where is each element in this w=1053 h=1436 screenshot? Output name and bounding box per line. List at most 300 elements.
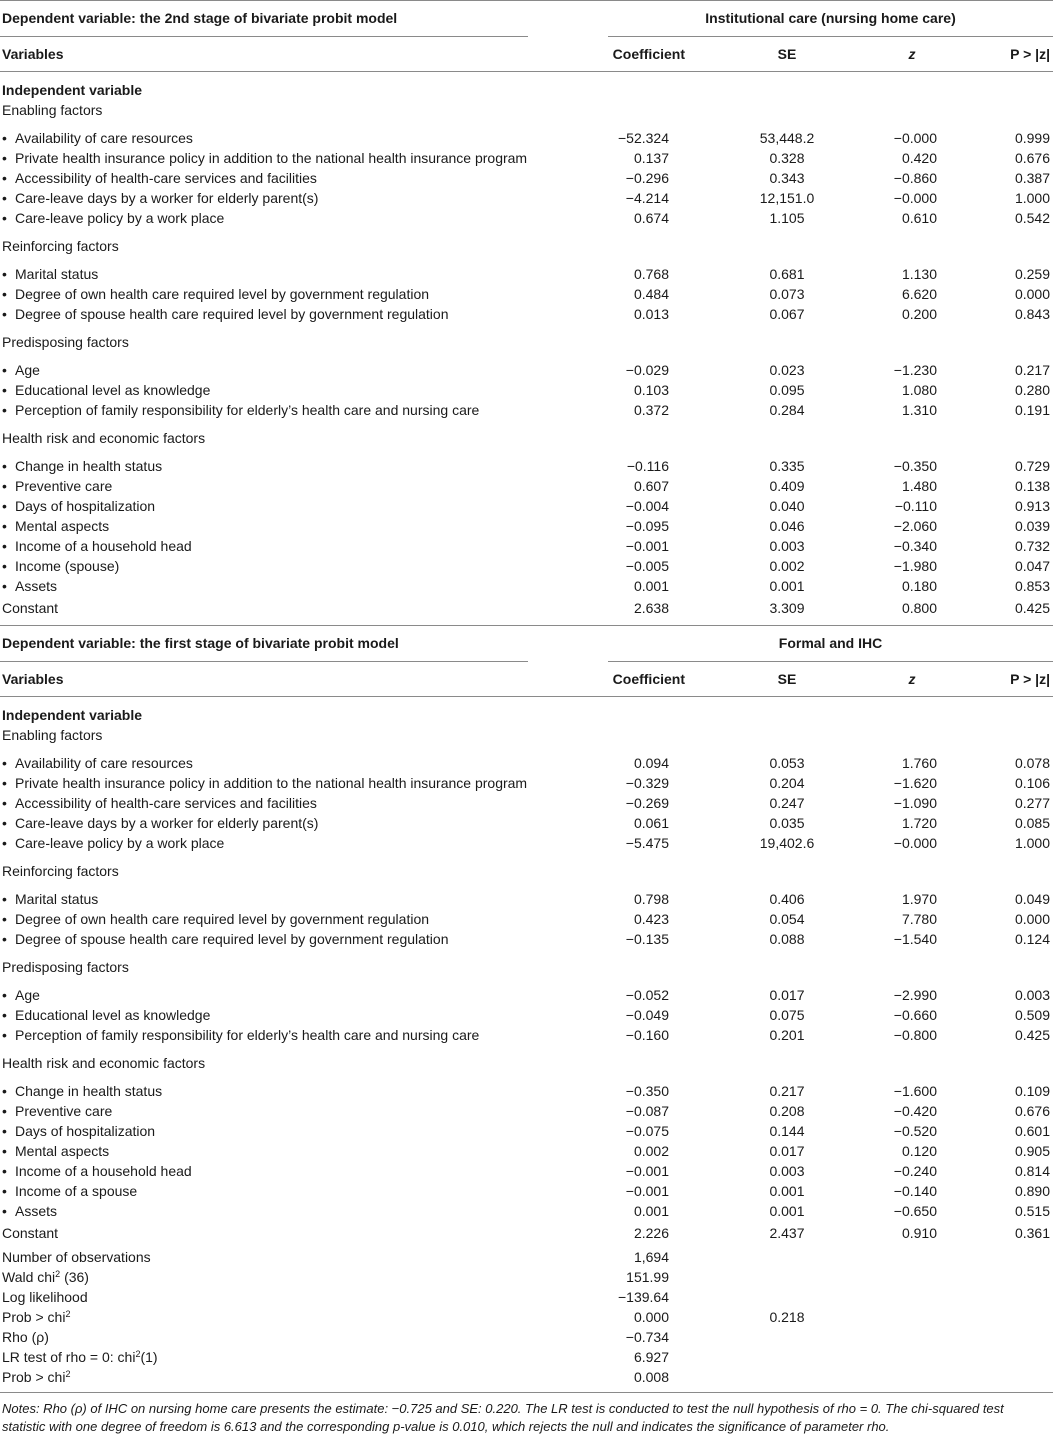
se-cell: 0.095	[769, 382, 805, 398]
z-cell: 1.310	[901, 402, 937, 418]
table-row	[0, 188, 1053, 208]
coefficient-cell: −0.004	[625, 498, 669, 514]
se-cell: 0.003	[769, 538, 805, 554]
z-cell: −0.000	[893, 130, 937, 146]
dependent-variable-header	[0, 633, 1053, 653]
bullet-icon: •	[2, 1103, 7, 1119]
bullet-icon: •	[2, 891, 7, 907]
row-label: Change in health status	[15, 1083, 163, 1099]
coefficient-cell: 0.001	[633, 578, 669, 594]
p-value-cell: 0.277	[1014, 795, 1050, 811]
stat-label	[2, 1367, 70, 1387]
bullet-icon: •	[2, 498, 7, 514]
dependent-variable-label: Dependent variable: the 2nd stage of bivariate probit model	[2, 10, 398, 26]
se-cell: 53,448.2	[759, 130, 815, 146]
p-value-cell: 0.425	[1014, 600, 1050, 616]
column-header-z: z	[908, 671, 916, 687]
z-cell: −0.000	[893, 190, 937, 206]
se-cell: 0.001	[769, 1203, 805, 1219]
stat-label-text: LR test of rho = 0: chi	[2, 1349, 136, 1365]
coefficient-cell: 0.674	[633, 210, 669, 226]
section-title-label: Enabling factors	[2, 727, 103, 743]
table-row	[0, 1161, 1053, 1181]
z-cell: −2.990	[893, 987, 937, 1003]
z-cell: −1.230	[893, 362, 937, 378]
table-row	[0, 360, 1053, 380]
bullet-icon: •	[2, 1027, 7, 1043]
coefficient-cell: 0.094	[633, 755, 669, 771]
stat-label-text: Rho (ρ)	[2, 1329, 49, 1345]
coefficient-cell: −0.160	[625, 1027, 669, 1043]
z-cell: −1.620	[893, 775, 937, 791]
bullet-icon: •	[2, 1183, 7, 1199]
coefficient-cell: 2.638	[633, 600, 669, 616]
row-label: Mental aspects	[15, 518, 110, 534]
row-label: Availability of care resources	[15, 755, 193, 771]
se-cell: 0.053	[769, 755, 805, 771]
se-cell: 0.201	[769, 1027, 805, 1043]
bullet-icon: •	[2, 558, 7, 574]
constant-label: Constant	[2, 1225, 59, 1241]
bullet-icon: •	[2, 578, 7, 594]
table-row	[0, 909, 1053, 929]
row-label: Care-leave policy by a work place	[15, 210, 225, 226]
section-title-label: Enabling factors	[2, 102, 103, 118]
bullet-icon: •	[2, 755, 7, 771]
stat-label-superscript: 2	[65, 1309, 71, 1319]
row-label: Private health insurance policy in addition to the national health insurance program	[15, 775, 528, 791]
table-row	[0, 1005, 1053, 1025]
coefficient-cell: 0.607	[633, 478, 669, 494]
bullet-icon: •	[2, 518, 7, 534]
coefficient-cell: 0.002	[633, 1143, 669, 1159]
z-cell: −0.140	[893, 1183, 937, 1199]
table-row	[0, 1081, 1053, 1101]
p-value-cell: 0.085	[1014, 815, 1050, 831]
stat-label-suffix: (1)	[140, 1349, 158, 1365]
table-row	[0, 148, 1053, 168]
section-title-label: Health risk and economic factors	[2, 1055, 206, 1071]
coefficient-cell: −0.029	[625, 362, 669, 378]
bullet-icon: •	[2, 362, 7, 378]
p-value-cell: 0.542	[1014, 210, 1050, 226]
bullet-icon: •	[2, 835, 7, 851]
p-value-cell: 0.078	[1014, 755, 1050, 771]
bullet-icon: •	[2, 1203, 7, 1219]
coefficient-cell: 0.061	[633, 815, 669, 831]
bullet-icon: •	[2, 815, 7, 831]
p-value-cell: 0.425	[1014, 1027, 1050, 1043]
row-label: Income of a household head	[15, 538, 192, 554]
bullet-icon: •	[2, 775, 7, 791]
p-value-cell: 0.361	[1014, 1225, 1050, 1241]
independent-variable-label: Independent variable	[2, 707, 143, 723]
outcome-group-title: Institutional care (nursing home care)	[705, 10, 956, 26]
coefficient-cell: −0.001	[625, 1163, 669, 1179]
stat-label-text: Prob > chi	[2, 1369, 66, 1385]
table-row	[0, 793, 1053, 813]
row-label: Educational level as knowledge	[15, 1007, 211, 1023]
section-title	[0, 957, 1053, 977]
coefficient-cell: 0.484	[633, 286, 669, 302]
table-rule	[0, 0, 1053, 1]
p-value-cell: 0.124	[1014, 931, 1050, 947]
z-cell: −0.420	[893, 1103, 937, 1119]
table-rule	[0, 661, 528, 662]
table-rule	[0, 1392, 1053, 1393]
se-cell: 0.208	[769, 1103, 805, 1119]
row-label: Availability of care resources	[15, 130, 193, 146]
stat-row	[0, 1267, 1053, 1287]
bullet-icon: •	[2, 1163, 7, 1179]
table-row	[0, 1201, 1053, 1221]
table-row	[0, 400, 1053, 420]
row-label: Care-leave days by a worker for elderly parent(s)	[15, 815, 319, 831]
p-value-cell: 1.000	[1014, 190, 1050, 206]
table-rule	[0, 71, 1053, 72]
section-title-label: Reinforcing factors	[2, 863, 119, 879]
se-cell: 0.343	[769, 170, 805, 186]
coefficient-cell: −0.075	[625, 1123, 669, 1139]
se-cell: 0.328	[769, 150, 805, 166]
se-cell: 0.017	[769, 1143, 805, 1159]
stat-value: −139.64	[618, 1289, 669, 1305]
z-cell: −0.110	[894, 498, 937, 514]
table-rule	[608, 36, 1053, 37]
coefficient-cell: −4.214	[625, 190, 669, 206]
z-cell: −0.660	[893, 1007, 937, 1023]
se-cell: 0.247	[769, 795, 805, 811]
row-label: Care-leave days by a worker for elderly parent(s)	[15, 190, 319, 206]
stat-row	[0, 1287, 1053, 1307]
coefficient-cell: 0.798	[633, 891, 669, 907]
stat-label	[2, 1247, 151, 1267]
p-value-cell: 0.913	[1014, 498, 1050, 514]
stat-label	[2, 1307, 70, 1327]
z-cell: 0.910	[901, 1225, 937, 1241]
stat-row	[0, 1307, 1053, 1327]
se-cell: 0.204	[769, 775, 805, 791]
independent-variable-title	[0, 705, 1053, 725]
se-cell: 0.144	[769, 1123, 805, 1139]
stat-row	[0, 1347, 1053, 1367]
p-value-cell: 0.999	[1014, 130, 1050, 146]
row-label: Accessibility of health-care services and facilities	[15, 795, 317, 811]
stat-row	[0, 1247, 1053, 1267]
bullet-icon: •	[2, 150, 7, 166]
row-label: Private health insurance policy in addition to the national health insurance program	[15, 150, 528, 166]
table-row	[0, 833, 1053, 853]
independent-variable-label: Independent variable	[2, 82, 143, 98]
se-cell: 0.040	[769, 498, 805, 514]
p-value-cell: 1.000	[1014, 835, 1050, 851]
table-row	[0, 1141, 1053, 1161]
coefficient-cell: 0.137	[633, 150, 669, 166]
p-value-cell: 0.138	[1014, 478, 1050, 494]
row-label: Days of hospitalization	[15, 498, 156, 514]
row-label: Income (spouse)	[15, 558, 120, 574]
table-row	[0, 380, 1053, 400]
stat-se: 0.218	[769, 1309, 805, 1325]
bullet-icon: •	[2, 987, 7, 1003]
coefficient-cell: −0.296	[625, 170, 669, 186]
table-row	[0, 1121, 1053, 1141]
table-row	[0, 476, 1053, 496]
dependent-variable-header	[0, 8, 1053, 28]
p-value-cell: 0.676	[1014, 1103, 1050, 1119]
stat-label-superscript: 2	[55, 1269, 61, 1279]
se-cell: 0.073	[769, 286, 805, 302]
z-cell: −1.980	[893, 558, 937, 574]
table-row	[0, 208, 1053, 228]
p-value-cell: 0.515	[1014, 1203, 1050, 1219]
z-cell: −0.520	[893, 1123, 937, 1139]
coefficient-cell: 0.423	[633, 911, 669, 927]
z-cell: −0.240	[893, 1163, 937, 1179]
coefficient-cell: −0.001	[625, 1183, 669, 1199]
stat-row	[0, 1327, 1053, 1347]
stat-value: 6.927	[633, 1349, 669, 1365]
z-cell: −0.860	[893, 170, 937, 186]
z-cell: 0.200	[901, 306, 937, 322]
se-cell: 0.681	[769, 266, 805, 282]
row-label: Degree of spouse health care required level by government regulation	[15, 931, 449, 947]
column-header-coefficient: Coefficient	[612, 46, 685, 62]
stat-label	[2, 1327, 49, 1347]
row-label: Preventive care	[15, 478, 113, 494]
z-cell: 0.120	[901, 1143, 937, 1159]
section-title	[0, 100, 1053, 120]
table-row	[0, 536, 1053, 556]
table-row	[0, 496, 1053, 516]
table-row	[0, 128, 1053, 148]
se-cell: 0.335	[769, 458, 805, 474]
p-value-cell: 0.109	[1014, 1083, 1050, 1099]
table-row	[0, 516, 1053, 536]
se-cell: 0.075	[769, 1007, 805, 1023]
se-cell: 12,151.0	[759, 190, 815, 206]
column-header-row	[0, 44, 1053, 64]
se-cell: 0.035	[769, 815, 805, 831]
z-cell: 1.130	[901, 266, 937, 282]
p-value-cell: 0.853	[1014, 578, 1050, 594]
table-row	[0, 304, 1053, 324]
column-header-variables: Variables	[2, 671, 64, 687]
section-title-label: Predisposing factors	[2, 959, 129, 975]
se-cell: 3.309	[769, 600, 805, 616]
p-value-cell: 0.047	[1014, 558, 1050, 574]
coefficient-cell: −0.095	[625, 518, 669, 534]
bullet-icon: •	[2, 931, 7, 947]
row-label: Change in health status	[15, 458, 163, 474]
row-label: Marital status	[15, 266, 99, 282]
table-row	[0, 929, 1053, 949]
bullet-icon: •	[2, 286, 7, 302]
section-title	[0, 725, 1053, 745]
column-header-z: z	[908, 46, 916, 62]
table-row	[0, 1101, 1053, 1121]
p-value-cell: 0.191	[1014, 402, 1050, 418]
row-label: Days of hospitalization	[15, 1123, 156, 1139]
table-row	[0, 753, 1053, 773]
p-value-cell: 0.049	[1014, 891, 1050, 907]
bullet-icon: •	[2, 478, 7, 494]
stat-value: −0.734	[625, 1329, 669, 1345]
se-cell: 0.023	[769, 362, 805, 378]
table-row	[0, 456, 1053, 476]
stat-value: 0.000	[633, 1309, 669, 1325]
column-header-coefficient: Coefficient	[612, 671, 685, 687]
p-value-cell: 0.000	[1014, 286, 1050, 302]
table-rule	[0, 696, 1053, 697]
table-row	[0, 1181, 1053, 1201]
stat-value: 151.99	[626, 1269, 669, 1285]
p-value-cell: 0.676	[1014, 150, 1050, 166]
coefficient-cell: −0.087	[625, 1103, 669, 1119]
p-value-cell: 0.814	[1014, 1163, 1050, 1179]
bullet-icon: •	[2, 210, 7, 226]
table-row	[0, 168, 1053, 188]
row-label: Preventive care	[15, 1103, 113, 1119]
table-row	[0, 556, 1053, 576]
bullet-icon: •	[2, 1083, 7, 1099]
table-row	[0, 889, 1053, 909]
p-value-cell: 0.905	[1014, 1143, 1050, 1159]
coefficient-cell: −52.324	[618, 130, 669, 146]
p-value-cell: 0.732	[1014, 538, 1050, 554]
z-cell: 7.780	[901, 911, 937, 927]
se-cell: 0.217	[769, 1083, 805, 1099]
z-cell: −0.000	[893, 835, 937, 851]
bullet-icon: •	[2, 1143, 7, 1159]
p-value-cell: 0.003	[1014, 987, 1050, 1003]
constant-row	[0, 598, 1053, 618]
coefficient-cell: −0.135	[625, 931, 669, 947]
section-title	[0, 1053, 1053, 1073]
p-value-cell: 0.000	[1014, 911, 1050, 927]
z-cell: 1.970	[901, 891, 937, 907]
coefficient-cell: −0.005	[625, 558, 669, 574]
se-cell: 0.406	[769, 891, 805, 907]
table-row	[0, 284, 1053, 304]
coefficient-cell: 0.001	[633, 1203, 669, 1219]
table-rule	[0, 36, 528, 37]
stat-label-text: Log likelihood	[2, 1289, 88, 1305]
column-header-variables: Variables	[2, 46, 64, 62]
column-header-se: SE	[777, 671, 797, 687]
stat-label-suffix: (36)	[60, 1269, 89, 1285]
section-title	[0, 332, 1053, 352]
bullet-icon: •	[2, 130, 7, 146]
bullet-icon: •	[2, 306, 7, 322]
bullet-icon: •	[2, 402, 7, 418]
section-title	[0, 428, 1053, 448]
row-label: Assets	[15, 578, 58, 594]
se-cell: 1.105	[769, 210, 805, 226]
z-cell: 0.180	[901, 578, 937, 594]
table-rule	[608, 661, 1053, 662]
row-label: Degree of own health care required level by government regulation	[15, 286, 430, 302]
se-cell: 2.437	[769, 1225, 805, 1241]
column-header-p-value: P > |z|	[1010, 46, 1050, 62]
column-header-se: SE	[777, 46, 797, 62]
section-title	[0, 861, 1053, 881]
table-row	[0, 576, 1053, 596]
coefficient-cell: 0.013	[633, 306, 669, 322]
bullet-icon: •	[2, 1123, 7, 1139]
bullet-icon: •	[2, 1007, 7, 1023]
z-cell: 1.080	[901, 382, 937, 398]
row-label: Degree of spouse health care required level by government regulation	[15, 306, 449, 322]
z-cell: −1.600	[893, 1083, 937, 1099]
coefficient-cell: −0.001	[625, 538, 669, 554]
coefficient-cell: 0.103	[633, 382, 669, 398]
se-cell: 0.002	[769, 558, 805, 574]
se-cell: 0.054	[769, 911, 805, 927]
row-label: Accessibility of health-care services and facilities	[15, 170, 317, 186]
stat-label-text: Wald chi	[2, 1269, 56, 1285]
row-label: Mental aspects	[15, 1143, 110, 1159]
coefficient-cell: −0.329	[625, 775, 669, 791]
p-value-cell: 0.217	[1014, 362, 1050, 378]
row-label: Marital status	[15, 891, 99, 907]
z-cell: 0.420	[901, 150, 937, 166]
column-header-p-value: P > |z|	[1010, 671, 1050, 687]
bullet-icon: •	[2, 458, 7, 474]
stat-value: 1,694	[633, 1249, 669, 1265]
z-cell: −0.350	[893, 458, 937, 474]
coefficient-cell: −0.049	[625, 1007, 669, 1023]
coefficient-cell: −0.269	[625, 795, 669, 811]
coefficient-cell: 0.372	[633, 402, 669, 418]
z-cell: 6.620	[901, 286, 937, 302]
p-value-cell: 0.729	[1014, 458, 1050, 474]
p-value-cell: 0.280	[1014, 382, 1050, 398]
table-notes: Notes: Rho (ρ) of IHC on nursing home care presents the estimate: −0.725 and SE: 0.220. The LR test is conducted to test the null hypothesis of rho = 0. The chi-squared test statistic with one degree of freedom is 6.613 and the corresponding p-value is 0.010, which rejects the null and indicates the significance of parameter rho.	[2, 1401, 1004, 1434]
se-cell: 0.067	[769, 306, 805, 322]
row-label: Income of a household head	[15, 1163, 192, 1179]
coefficient-cell: 0.768	[633, 266, 669, 282]
z-cell: 1.760	[901, 755, 937, 771]
independent-variable-title	[0, 80, 1053, 100]
bullet-icon: •	[2, 795, 7, 811]
z-cell: 0.610	[901, 210, 937, 226]
z-cell: 0.800	[901, 600, 937, 616]
table-rule	[0, 625, 1053, 626]
se-cell: 0.001	[769, 1183, 805, 1199]
z-cell: −2.060	[893, 518, 937, 534]
p-value-cell: 0.259	[1014, 266, 1050, 282]
table-row	[0, 773, 1053, 793]
constant-label: Constant	[2, 600, 59, 616]
table-row	[0, 813, 1053, 833]
bullet-icon: •	[2, 538, 7, 554]
bullet-icon: •	[2, 190, 7, 206]
section-title-label: Predisposing factors	[2, 334, 129, 350]
se-cell: 0.001	[769, 578, 805, 594]
constant-row	[0, 1223, 1053, 1243]
outcome-group-title: Formal and IHC	[778, 635, 883, 651]
row-label: Care-leave policy by a work place	[15, 835, 225, 851]
stat-label	[2, 1287, 88, 1307]
z-cell: −0.340	[893, 538, 937, 554]
row-label: Assets	[15, 1203, 58, 1219]
se-cell: 0.088	[769, 931, 805, 947]
p-value-cell: 0.387	[1014, 170, 1050, 186]
se-cell: 0.003	[769, 1163, 805, 1179]
table-row	[0, 985, 1053, 1005]
p-value-cell: 0.039	[1014, 518, 1050, 534]
